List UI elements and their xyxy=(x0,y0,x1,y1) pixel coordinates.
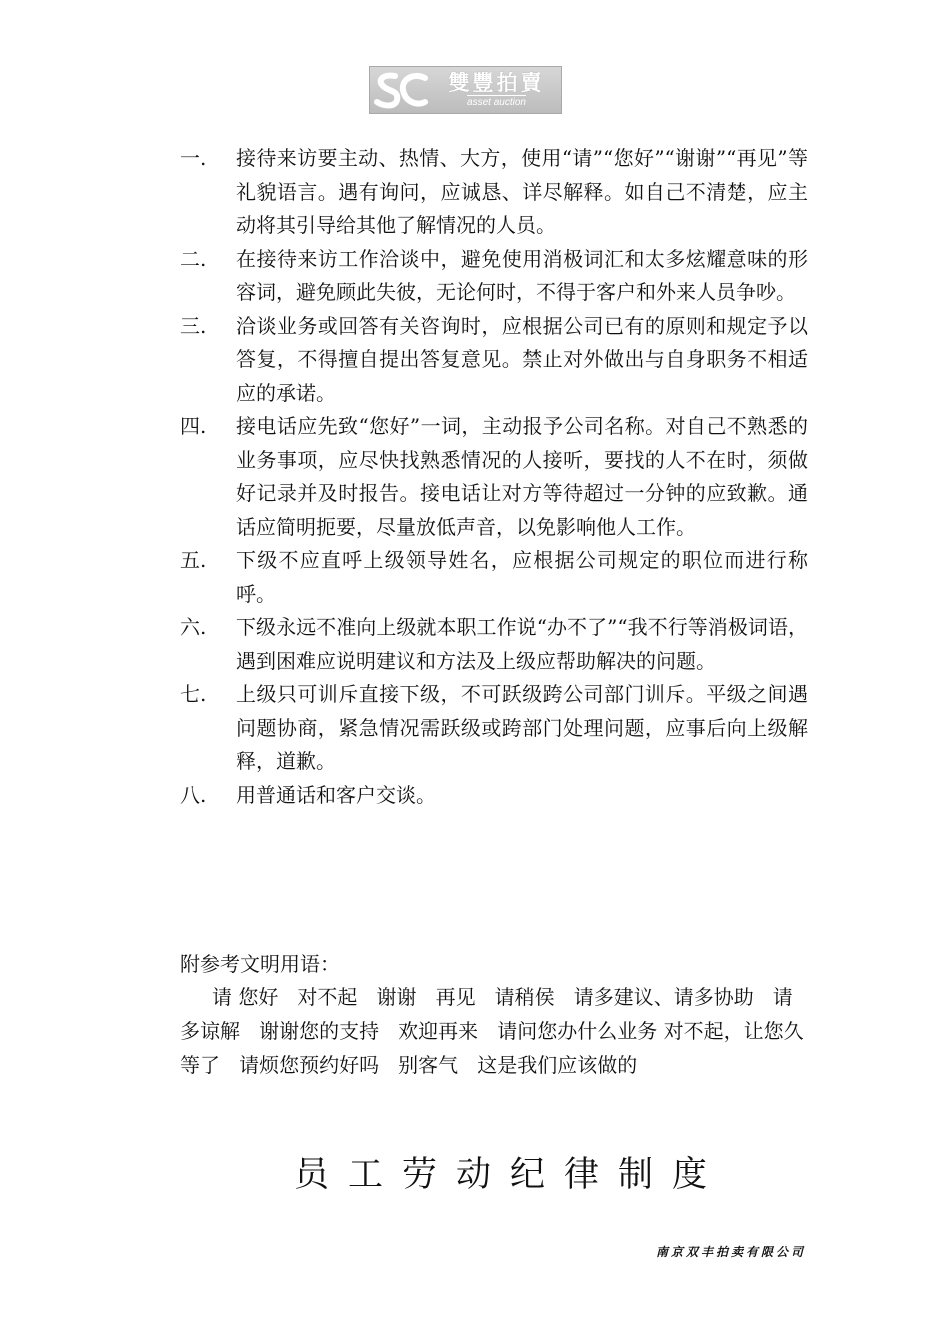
rule-text: 下级不应直呼上级领导姓名，应根据公司规定的职位而进行称呼。 xyxy=(236,548,808,606)
rule-number: 四. xyxy=(180,414,207,438)
logo-name-cn: 雙豐拍賣 xyxy=(448,71,545,95)
rule-text: 在接待来访工作洽谈中，避免使用消极词汇和太多炫耀意味的形容词，避免顾此失彼，无论何时，不得于客户和外来人员争吵。 xyxy=(236,246,808,304)
reference-phrases-title: 附参考文明用语： xyxy=(180,952,340,976)
rule-number: 八. xyxy=(180,782,207,807)
rule-text: 接待来访要主动、热情、大方，使用“请”“您好”“谢谢”“再见”等礼貌语言。遇有询问，应诚恳、详尽解释。如自己不清楚，应主动将其引导给其他了解情况的人员。 xyxy=(236,146,808,237)
company-logo xyxy=(369,66,562,114)
rule-item xyxy=(180,544,808,611)
rule-number: 六. xyxy=(180,615,207,639)
rule-item xyxy=(180,611,808,678)
rule-number: 二. xyxy=(180,246,207,271)
logo-sc-icon xyxy=(373,70,429,110)
rule-text: 用普通话和客户交谈。 xyxy=(236,782,436,807)
rule-number: 五. xyxy=(180,548,207,572)
rule-item xyxy=(180,142,808,243)
rule-item xyxy=(180,678,808,779)
rule-number: 三. xyxy=(180,313,207,338)
company-name-footer: 南京双丰拍卖有限公司 xyxy=(655,1245,806,1259)
logo-text xyxy=(432,71,561,109)
rule-number: 一. xyxy=(180,146,207,170)
rule-item xyxy=(180,410,808,544)
rule-text: 下级永远不准向上级就本职工作说“办不了”“我不行等消极词语，遇到困难应说明建议和方法及上级应帮助解决的问题。 xyxy=(236,615,808,673)
reference-phrases-body: 请 您好 对不起 谢谢 再见 请稍侯 请多建议、请多协助 请多谅解 谢谢您的支持 欢迎再来 请问您办什么业务 对不起，让您久等了 请烦您预约好吗 别客气 这是我们应该做的 xyxy=(180,985,804,1077)
rule-number: 七. xyxy=(180,682,207,706)
rule-text: 接电话应先致“您好”一词，主动报予公司名称。对自己不熟悉的业务事项，应尽快找熟悉情况的人接听，要找的人不在时，须做好记录并及时报告。接电话让对方等待超过一分钟的应致歉。通话应简明扼要，尽量放低声音，以免影响他人工作。 xyxy=(236,414,808,539)
logo-name-en: asset auction xyxy=(467,97,526,108)
section-heading: 员工劳动纪律制度 xyxy=(293,1155,726,1195)
rule-item xyxy=(180,779,808,813)
rule-text: 上级只可训斥直接下级，不可跃级跨公司部门训斥。平级之间遇问题协商，紧急情况需跃级或跨部门处理问题，应事后向上级解释，道歉。 xyxy=(236,682,808,773)
etiquette-rules-list xyxy=(180,142,808,812)
rule-text: 洽谈业务或回答有关咨询时，应根据公司已有的原则和规定予以答复，不得擅自提出答复意见。禁止对外做出与自身职务不相适应的承诺。 xyxy=(236,313,808,405)
rule-item xyxy=(180,310,808,411)
logo-mark-icon xyxy=(370,67,432,113)
rule-item xyxy=(180,243,808,310)
